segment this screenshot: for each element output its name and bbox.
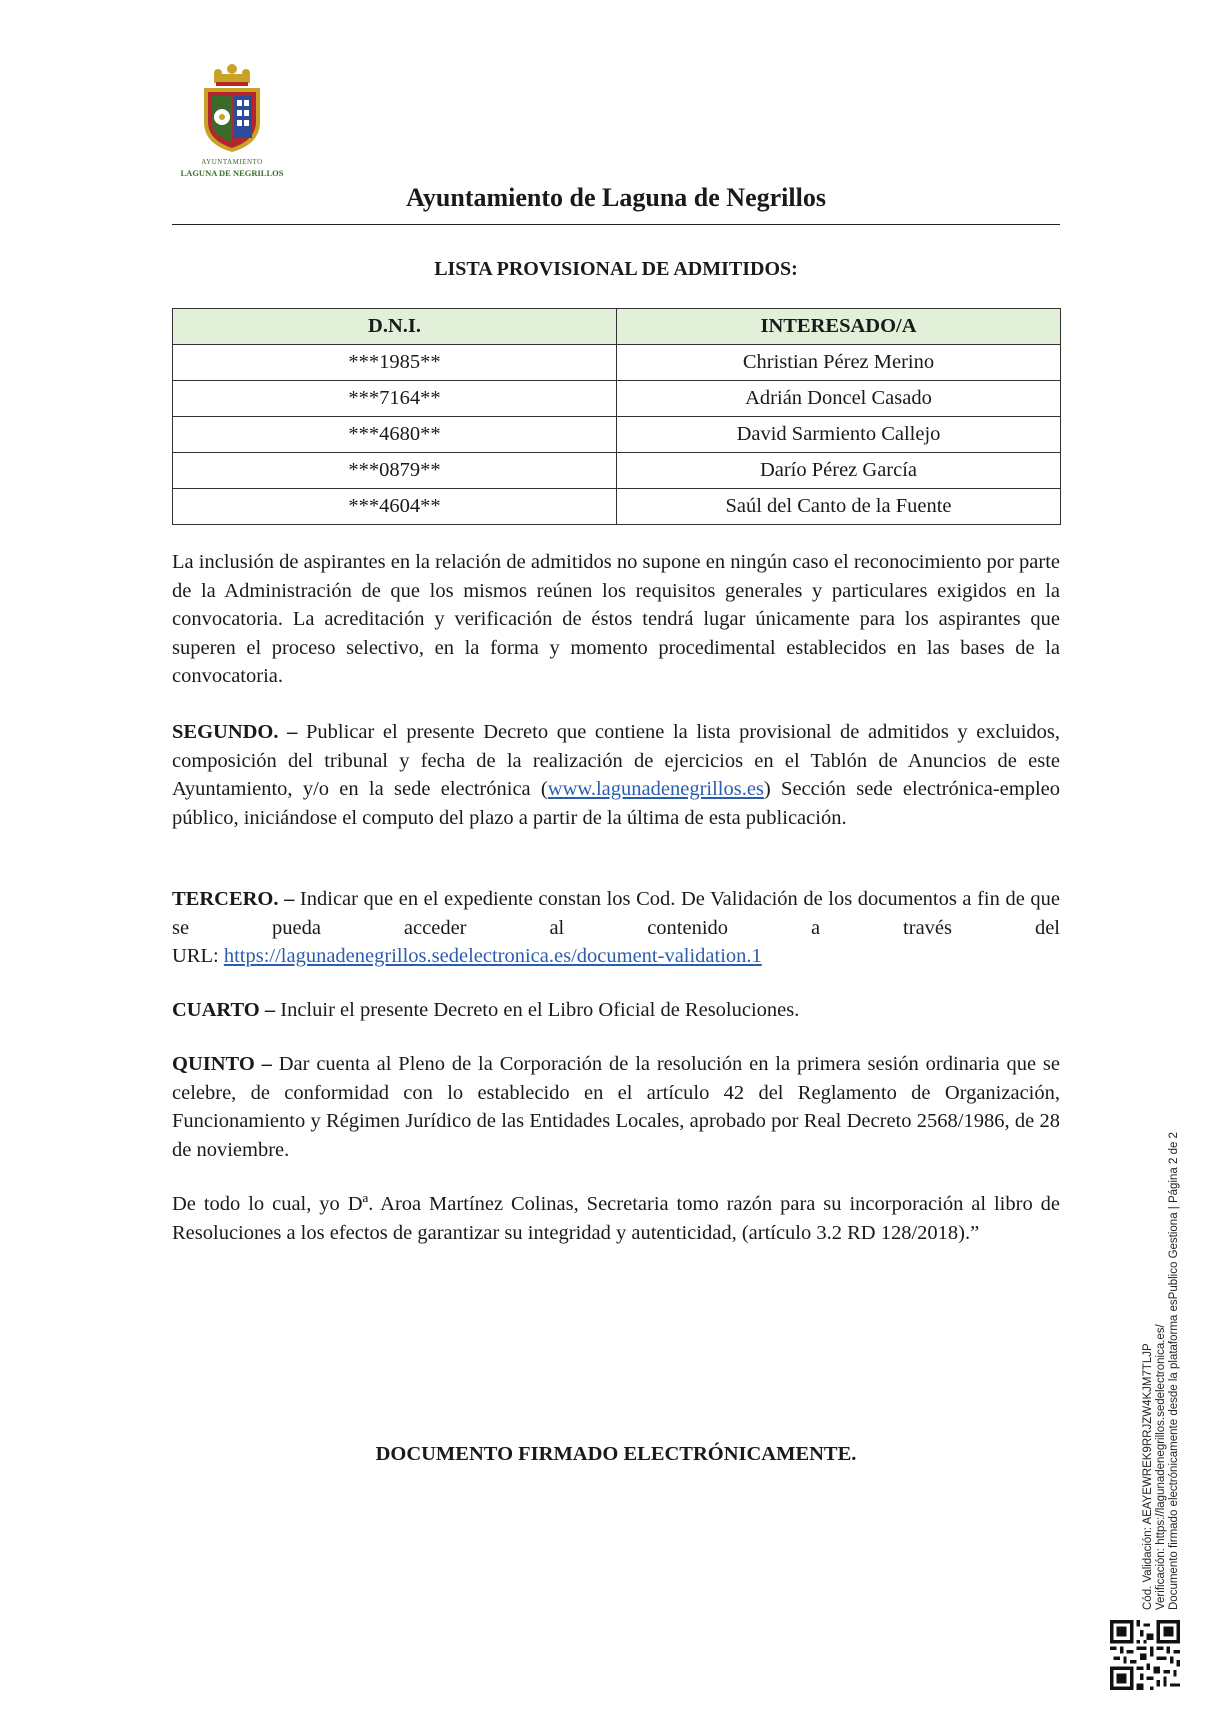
coat-of-arms-icon xyxy=(194,62,270,156)
cuarto-paragraph xyxy=(172,996,1060,1025)
segundo-paragraph xyxy=(172,718,1060,832)
validation-code: Cód. Validación: AEAYEWREK9RRJZW4KJM7TLJP xyxy=(1142,1343,1154,1610)
table-row xyxy=(173,417,1061,453)
admitted-list-title: LISTA PROVISIONAL DE ADMITIDOS: xyxy=(434,258,798,280)
quinto-label: QUINTO – xyxy=(172,1053,272,1075)
dni-cell: ***4680** xyxy=(173,417,617,453)
logo-caption-town: LAGUNA DE NEGRILLOS xyxy=(180,168,284,178)
name-cell: Darío Pérez García xyxy=(617,453,1061,489)
dni-cell: ***0879** xyxy=(173,453,617,489)
table-row xyxy=(173,453,1061,489)
dni-cell: ***4604** xyxy=(173,489,617,525)
name-cell: Saúl del Canto de la Fuente xyxy=(617,489,1061,525)
table-row xyxy=(173,381,1061,417)
signed-notice: DOCUMENTO FIRMADO ELECTRÓNICAMENTE. xyxy=(375,1443,857,1465)
cuarto-text: Incluir el presente Decreto en el Libro Oficial de Resoluciones. xyxy=(275,999,800,1021)
segundo-text-after: ) Sección sede electrónica-empleo público, iniciándose el computo del plazo a partir de la última de esta publicación. xyxy=(172,778,1061,829)
platform-note: Documento firmado electrónicamente desde la plataforma esPublico Gestiona | Página 2 de 2 xyxy=(1168,1132,1180,1610)
tercero-text-line xyxy=(172,885,1060,942)
name-cell: Christian Pérez Merino xyxy=(617,345,1061,381)
table-header-row xyxy=(173,309,1061,345)
page-title: Ayuntamiento de Laguna de Negrillos xyxy=(406,183,826,212)
table-row xyxy=(173,489,1061,525)
admitted-table xyxy=(172,308,1061,525)
quinto-paragraph xyxy=(172,1050,1060,1164)
closing-paragraph: De todo lo cual, yo Dª. Aroa Martínez Colinas, Secretaria tomo razón para su incorporación al libro de Resoluciones a los efectos de garantizar su integridad y autenticidad, (artículo 3.2 RD 128/2018).” xyxy=(172,1193,1060,1244)
tercero-text: Indicar que en el expediente constan los Cod. De Validación de los documentos a fin de que se pueda acceder al contenido a través del xyxy=(172,888,1060,939)
inclusion-paragraph: La inclusión de aspirantes en la relación de admitidos no supone en ningún caso el reconocimiento por parte de la Administración de que los mismos reúnen los requisitos generales y particulares exigidos en la convocatoria. La acreditación y verificación de éstos tendrá lugar únicamente para los aspirantes que superen el proceso selectivo, en la forma y momento procedimental establecidos en las bases de la convocatoria. xyxy=(172,551,1060,687)
municipal-coat-of-arms-logo xyxy=(172,62,292,182)
column-header-dni: D.N.I. xyxy=(173,309,617,345)
tercero-paragraph xyxy=(172,885,1060,971)
document-validation-link[interactable]: https://lagunadenegrillos.sedelectronica.es/document-validation.1 xyxy=(223,945,762,967)
segundo-text-before: Publicar el presente Decreto que contiene la lista provisional de admitidos y excluidos, composición del tribunal y fecha de la realización de ejercicios en el Tablón de Anuncios de este Ayuntamiento, y/o en la sede electrónica ( xyxy=(172,721,1060,800)
municipal-website-link[interactable]: www.lagunadenegrillos.es xyxy=(547,778,764,800)
name-cell: David Sarmiento Callejo xyxy=(617,417,1061,453)
dni-cell: ***1985** xyxy=(173,345,617,381)
tercero-url-line xyxy=(172,942,1060,971)
qr-code-icon xyxy=(1110,1620,1180,1690)
tercero-label: TERCERO. – xyxy=(172,888,295,910)
logo-caption-ayuntamiento: AYUNTAMIENTO xyxy=(201,158,263,166)
cuarto-label: CUARTO – xyxy=(172,999,276,1021)
side-verification-block xyxy=(1142,1090,1181,1610)
name-cell: Adrián Doncel Casado xyxy=(617,381,1061,417)
dni-cell: ***7164** xyxy=(173,381,617,417)
table-row xyxy=(173,345,1061,381)
verification-url: Verificación: https://lagunadenegrillos.sedelectronica.es/ xyxy=(1155,1324,1167,1610)
quinto-text: Dar cuenta al Pleno de la Corporación de la resolución en la primera sesión ordinaria que se celebre, de conformidad con lo establecido en el artículo 42 del Reglamento de Organización, Funcionamiento y Régimen Jurídico de las Entidades Locales, aprobado por Real Decreto 2568/1986, de 28 de noviembre. xyxy=(172,1053,1061,1161)
url-prefix: URL: xyxy=(172,945,224,967)
header-divider xyxy=(172,224,1060,225)
column-header-interesado: INTERESADO/A xyxy=(617,309,1061,345)
segundo-label: SEGUNDO. – xyxy=(172,721,298,743)
